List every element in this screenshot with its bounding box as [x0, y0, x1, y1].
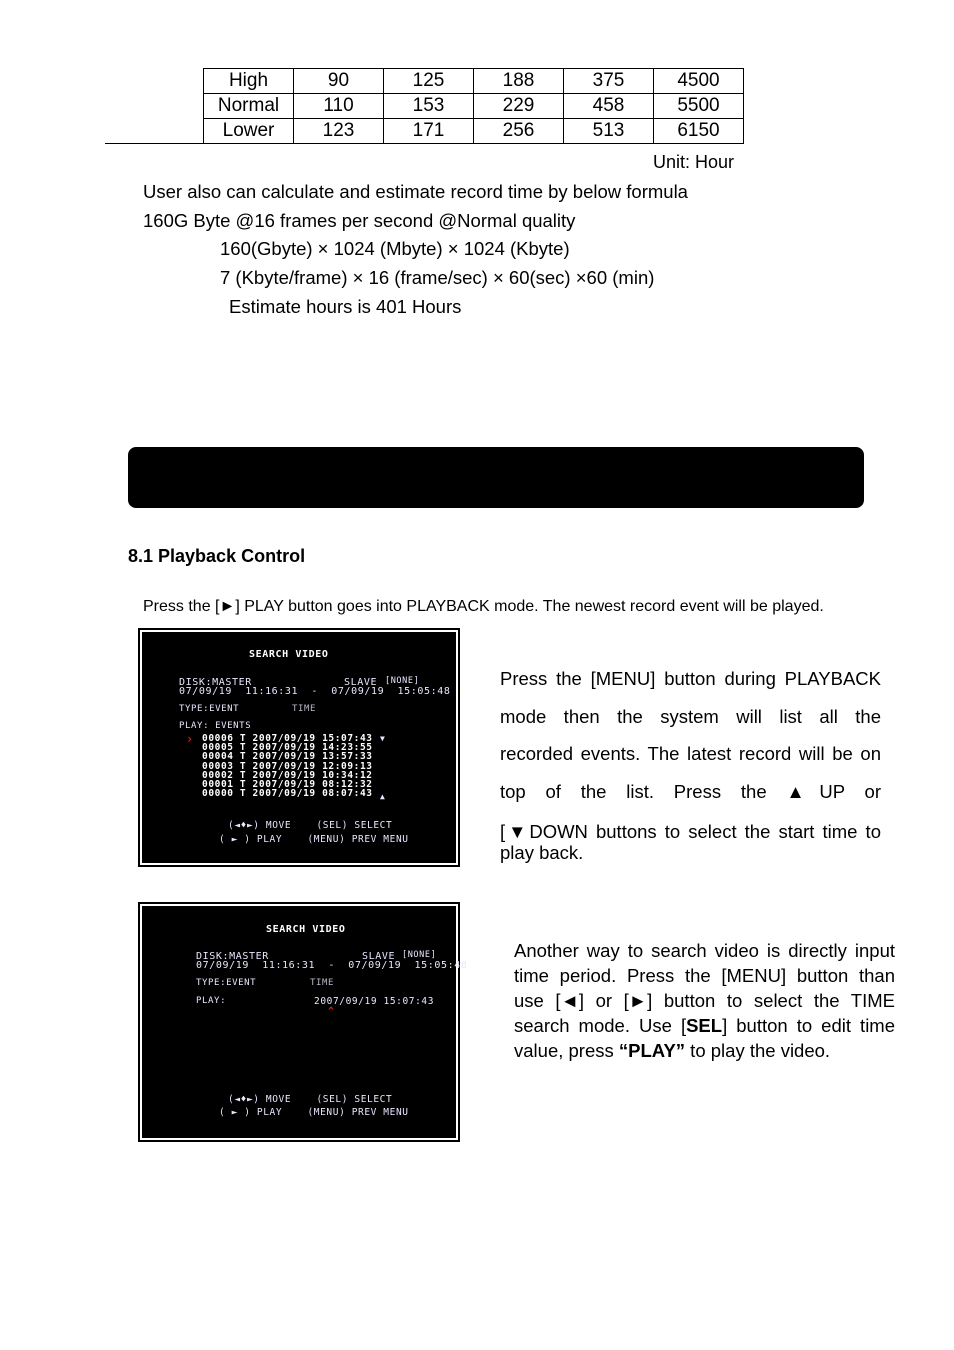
osd-play: PLAY: EVENTS: [179, 721, 252, 731]
osd-range: 07/09/19 11:16:31 - 07/09/19 15:05:48: [179, 686, 451, 697]
table-row: [105, 69, 744, 94]
hours-cell: 90: [294, 69, 384, 94]
list-item[interactable]: 00001 T 2007/09/19 08:12:32: [202, 779, 373, 790]
hours-cell: 229: [474, 94, 564, 119]
osd-disk: DISK:MASTER: [196, 951, 269, 962]
osd-hint-move: (◄♦►) MOVE (SEL) SELECT: [228, 1094, 393, 1105]
hours-cell: 153: [384, 94, 474, 119]
list-item[interactable]: 00006 T 2007/09/19 15:07:43: [202, 733, 373, 744]
hours-cell: 5500: [654, 94, 744, 119]
formula-line-2: 160(Gbyte) × 1024 (Mbyte) × 1024 (Kbyte): [220, 238, 570, 259]
section-title: 8.1 Playback Control: [128, 546, 306, 566]
text-line: use [◄] or [►] button to select the TIME: [514, 990, 895, 1011]
hours-cell: 4500: [654, 69, 744, 94]
text-line: Another way to search video is directly input: [514, 940, 895, 961]
text-fragment: value, press: [514, 1040, 619, 1061]
list-item[interactable]: 00004 T 2007/09/19 13:57:33: [202, 751, 373, 763]
search-video-screen-time: [138, 902, 468, 1142]
osd-title: SEARCH VIDEO: [266, 924, 346, 935]
chapter-header-bar: [128, 447, 864, 508]
osd-hint-play: ( ► ) PLAY (MENU) PREV MENU: [219, 1107, 409, 1118]
play-key-label: “PLAY”: [618, 1040, 686, 1061]
text-line: time period. Press the [MENU] button than: [514, 965, 895, 986]
unit-label: Unit: Hour: [653, 152, 735, 172]
list-item[interactable]: 00002 T 2007/09/19 10:34:12: [202, 769, 373, 781]
scroll-up-icon: ▲: [380, 792, 386, 801]
text-fragment: search mode. Use [: [514, 1015, 687, 1036]
text-line: top of the list. Press the ▲UP or: [500, 780, 881, 802]
hours-cell: 6150: [654, 119, 744, 144]
scroll-down-icon: ▼: [380, 734, 386, 743]
osd-disk: DISK:MASTER: [179, 677, 252, 688]
list-item[interactable]: 00005 T 2007/09/19 14:23:55: [202, 742, 373, 754]
record-time-table: [105, 68, 744, 144]
edit-caret-icon: ^: [328, 1006, 335, 1017]
hours-cell: 171: [384, 119, 474, 144]
playback-description: [500, 660, 881, 851]
text-line: Press the [MENU] button during PLAYBACK: [500, 668, 881, 689]
osd-slave-value: [NONE]: [402, 950, 437, 960]
list-item[interactable]: 00000 T 2007/09/19 08:07:43: [202, 788, 373, 800]
quality-cell: High: [204, 69, 294, 94]
table-side-cell: [105, 69, 204, 144]
osd-hint-move: (◄♦►) MOVE (SEL) SELECT: [228, 820, 393, 831]
clipped-text: [500, 842, 881, 872]
hours-cell: 513: [564, 119, 654, 144]
text-line: [▼DOWN buttons to select the start time to: [500, 821, 881, 842]
hours-cell: 125: [384, 69, 474, 94]
hours-cell: 458: [564, 94, 654, 119]
osd-hint-play: ( ► ) PLAY (MENU) PREV MENU: [219, 834, 409, 845]
osd-play: PLAY:: [196, 996, 227, 1006]
text-line: recorded events. The latest record will be on: [500, 743, 881, 764]
osd-type: TYPE:EVENT: [196, 978, 257, 988]
selection-cursor-icon: ›: [186, 732, 194, 746]
text-line: mode then the system will list all the: [500, 705, 881, 727]
list-item[interactable]: 00003 T 2007/09/19 12:09:13: [202, 760, 373, 772]
hours-cell: 375: [564, 69, 654, 94]
osd-slave: SLAVE: [362, 951, 396, 962]
text-line: [514, 1038, 895, 1063]
hours-cell: 256: [474, 119, 564, 144]
osd-slave-value: [NONE]: [385, 676, 420, 686]
quality-cell: Normal: [204, 94, 294, 119]
hours-cell: 188: [474, 69, 564, 94]
clipped-line: play back.: [500, 842, 584, 863]
formula-intro: User also can calculate and estimate record time by below formula: [143, 181, 688, 202]
osd-type-alt: TIME: [292, 704, 317, 714]
text-fragment: ] button to edit time: [722, 1015, 895, 1036]
formula-line-1: 160G Byte @16 frames per second @Normal quality: [143, 210, 576, 231]
section-intro: Press the [►] PLAY button goes into PLAYBACK mode. The newest record event will be played.: [143, 598, 824, 615]
text-line: [514, 1013, 895, 1038]
time-search-description: [514, 938, 895, 1063]
hours-cell: 110: [294, 94, 384, 119]
formula-line-3: 7 (Kbyte/frame) × 16 (frame/sec) × 60(sec) ×60 (min): [220, 267, 655, 288]
formula-result: Estimate hours is 401 Hours: [229, 296, 462, 317]
time-value-field[interactable]: 2007/09/19 15:07:43: [314, 996, 435, 1007]
quality-cell: Lower: [204, 119, 294, 144]
osd-type-alt: TIME: [310, 978, 335, 988]
osd-range: 07/09/19 11:16:31 - 07/09/19 15:05:48: [196, 960, 468, 971]
hours-cell: 123: [294, 119, 384, 144]
osd-type: TYPE:EVENT: [179, 704, 240, 714]
text-fragment: to play the video.: [685, 1040, 831, 1061]
search-video-screen-events: [138, 628, 460, 867]
osd-title: SEARCH VIDEO: [249, 649, 329, 660]
osd-slave: SLAVE: [344, 677, 378, 688]
sel-key-label: SEL: [686, 1015, 723, 1036]
